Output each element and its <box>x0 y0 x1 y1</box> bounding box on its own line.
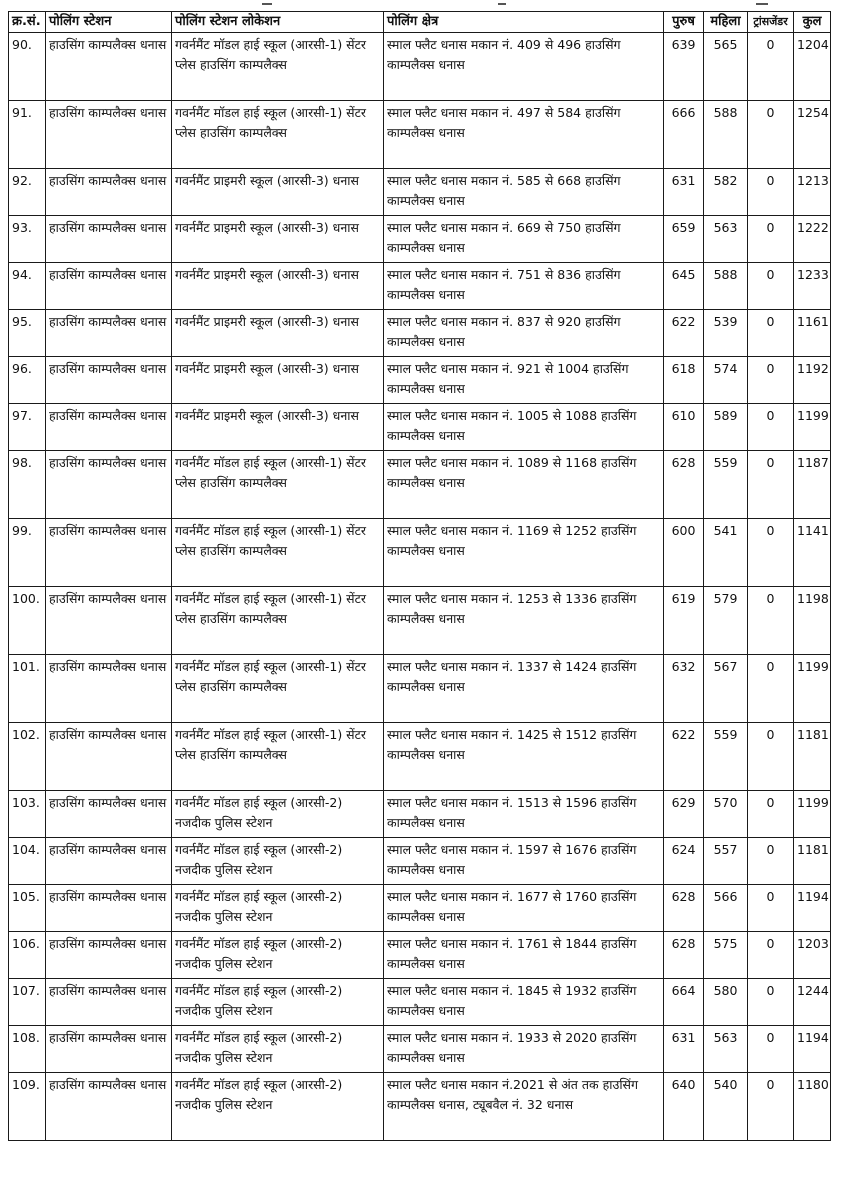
female-count-cell: 559 <box>704 451 748 519</box>
station-cell: हाउसिंग काम्पलैक्स धनास <box>46 1026 172 1073</box>
station-cell: हाउसिंग काम्पलैक्स धनास <box>46 451 172 519</box>
location-cell: गवर्नमैंट प्राइमरी स्कूल (आरसी-3) धनास <box>172 357 384 404</box>
serial-cell: 104. <box>9 838 46 885</box>
transgender-count-cell: 0 <box>748 404 794 451</box>
table-row <box>9 101 831 169</box>
total-count-cell: 1181 <box>794 723 831 791</box>
female-count-cell: 570 <box>704 791 748 838</box>
serial-cell: 97. <box>9 404 46 451</box>
transgender-count-cell: 0 <box>748 263 794 310</box>
station-cell: हाउसिंग काम्पलैक्स धनास <box>46 216 172 263</box>
table-row <box>9 791 831 838</box>
serial-cell: 106. <box>9 932 46 979</box>
station-cell: हाउसिंग काम्पलैक्स धनास <box>46 655 172 723</box>
area-cell: स्माल फ्लैट धनास मकान नं. 837 से 920 हाउसिंग काम्पलैक्स धनास <box>384 310 664 357</box>
area-cell: स्माल फ्लैट धनास मकान नं. 751 से 836 हाउसिंग काम्पलैक्स धनास <box>384 263 664 310</box>
area-cell: स्माल फ्लैट धनास मकान नं. 1169 से 1252 हाउसिंग काम्पलैक्स धनास <box>384 519 664 587</box>
female-count-cell: 575 <box>704 932 748 979</box>
serial-cell: 93. <box>9 216 46 263</box>
header-male: पुरुष <box>664 12 704 33</box>
male-count-cell: 619 <box>664 587 704 655</box>
total-count-cell: 1199 <box>794 791 831 838</box>
table-row <box>9 169 831 216</box>
female-count-cell: 567 <box>704 655 748 723</box>
area-cell: स्माल फ्लैट धनास मकान नं. 1761 से 1844 हाउसिंग काम्पलैक्स धनास <box>384 932 664 979</box>
table-row <box>9 519 831 587</box>
location-cell: गवर्नमैंट मॉडल हाई स्कूल (आरसी-2) नजदीक पुलिस स्टेशन <box>172 791 384 838</box>
location-cell: गवर्नमैंट मॉडल हाई स्कूल (आरसी-1) सेंटर प्लेस हाउसिंग काम्पलैक्स <box>172 655 384 723</box>
female-count-cell: 588 <box>704 263 748 310</box>
area-cell: स्माल फ्लैट धनास मकान नं. 1513 से 1596 हाउसिंग काम्पलैक्स धनास <box>384 791 664 838</box>
transgender-count-cell: 0 <box>748 587 794 655</box>
total-count-cell: 1203 <box>794 932 831 979</box>
station-cell: हाउसिंग काम्पलैक्स धनास <box>46 791 172 838</box>
area-cell: स्माल फ्लैट धनास मकान नं. 497 से 584 हाउसिंग काम्पलैक्स धनास <box>384 101 664 169</box>
station-cell: हाउसिंग काम्पलैक्स धनास <box>46 263 172 310</box>
area-cell: स्माल फ्लैट धनास मकान नं. 409 से 496 हाउसिंग काम्पलैक्स धनास <box>384 33 664 101</box>
area-cell: स्माल फ्लैट धनास मकान नं. 1089 से 1168 हाउसिंग काम्पलैक्स धनास <box>384 451 664 519</box>
location-cell: गवर्नमैंट मॉडल हाई स्कूल (आरसी-2) नजदीक पुलिस स्टेशन <box>172 885 384 932</box>
table-body <box>9 33 831 1141</box>
transgender-count-cell: 0 <box>748 979 794 1026</box>
male-count-cell: 666 <box>664 101 704 169</box>
male-count-cell: 624 <box>664 838 704 885</box>
table-row <box>9 1026 831 1073</box>
serial-cell: 105. <box>9 885 46 932</box>
table-row <box>9 932 831 979</box>
male-count-cell: 628 <box>664 451 704 519</box>
location-cell: गवर्नमैंट मॉडल हाई स्कूल (आरसी-2) नजदीक पुलिस स्टेशन <box>172 838 384 885</box>
area-cell: स्माल फ्लैट धनास मकान नं.2021 से अंत तक हाउसिंग काम्पलैक्स धनास, ट्यूबवैल नं. 32 धनास <box>384 1073 664 1141</box>
total-count-cell: 1194 <box>794 885 831 932</box>
female-count-cell: 540 <box>704 1073 748 1141</box>
table-row <box>9 357 831 404</box>
serial-cell: 90. <box>9 33 46 101</box>
area-cell: स्माल फ्लैट धनास मकान नं. 1677 से 1760 हाउसिंग काम्पलैक्स धनास <box>384 885 664 932</box>
station-cell: हाउसिंग काम्पलैक्स धनास <box>46 357 172 404</box>
location-cell: गवर्नमैंट मॉडल हाई स्कूल (आरसी-2) नजदीक पुलिस स्टेशन <box>172 1073 384 1141</box>
station-cell: हाउसिंग काम्पलैक्स धनास <box>46 101 172 169</box>
location-cell: गवर्नमैंट मॉडल हाई स्कूल (आरसी-1) सेंटर प्लेस हाउसिंग काम्पलैक्स <box>172 101 384 169</box>
serial-cell: 103. <box>9 791 46 838</box>
location-cell: गवर्नमैंट प्राइमरी स्कूल (आरसी-3) धनास <box>172 216 384 263</box>
serial-cell: 91. <box>9 101 46 169</box>
total-count-cell: 1213 <box>794 169 831 216</box>
transgender-count-cell: 0 <box>748 838 794 885</box>
female-count-cell: 589 <box>704 404 748 451</box>
area-cell: स्माल फ्लैट धनास मकान नं. 1845 से 1932 हाउसिंग काम्पलैक्स धनास <box>384 979 664 1026</box>
station-cell: हाउसिंग काम्पलैक्स धनास <box>46 979 172 1026</box>
header-area: पोलिंग क्षेत्र <box>384 12 664 33</box>
station-cell: हाउसिंग काम्पलैक्स धनास <box>46 310 172 357</box>
male-count-cell: 622 <box>664 723 704 791</box>
total-count-cell: 1161 <box>794 310 831 357</box>
serial-cell: 101. <box>9 655 46 723</box>
station-cell: हाउसिंग काम्पलैक्स धनास <box>46 885 172 932</box>
transgender-count-cell: 0 <box>748 885 794 932</box>
transgender-count-cell: 0 <box>748 169 794 216</box>
male-count-cell: 639 <box>664 33 704 101</box>
station-cell: हाउसिंग काम्पलैक्स धनास <box>46 932 172 979</box>
serial-cell: 96. <box>9 357 46 404</box>
area-cell: स्माल फ्लैट धनास मकान नं. 1005 से 1088 हाउसिंग काम्पलैक्स धनास <box>384 404 664 451</box>
serial-cell: 100. <box>9 587 46 655</box>
serial-cell: 95. <box>9 310 46 357</box>
station-cell: हाउसिंग काम्पलैक्स धनास <box>46 519 172 587</box>
transgender-count-cell: 0 <box>748 723 794 791</box>
location-cell: गवर्नमैंट मॉडल हाई स्कूल (आरसी-1) सेंटर प्लेस हाउसिंग काम्पलैक्स <box>172 723 384 791</box>
location-cell: गवर्नमैंट मॉडल हाई स्कूल (आरसी-2) नजदीक पुलिस स्टेशन <box>172 932 384 979</box>
male-count-cell: 618 <box>664 357 704 404</box>
location-cell: गवर्नमैंट मॉडल हाई स्कूल (आरसी-1) सेंटर प्लेस हाउसिंग काम्पलैक्स <box>172 519 384 587</box>
total-count-cell: 1233 <box>794 263 831 310</box>
area-cell: स्माल फ्लैट धनास मकान नं. 1253 से 1336 हाउसिंग काम्पलैक्स धनास <box>384 587 664 655</box>
female-count-cell: 539 <box>704 310 748 357</box>
serial-cell: 109. <box>9 1073 46 1141</box>
male-count-cell: 600 <box>664 519 704 587</box>
transgender-count-cell: 0 <box>748 791 794 838</box>
area-cell: स्माल फ्लैट धनास मकान नं. 669 से 750 हाउसिंग काम्पलैक्स धनास <box>384 216 664 263</box>
female-count-cell: 541 <box>704 519 748 587</box>
location-cell: गवर्नमैंट प्राइमरी स्कूल (आरसी-3) धनास <box>172 263 384 310</box>
area-cell: स्माल फ्लैट धनास मकान नं. 1597 से 1676 हाउसिंग काम्पलैक्स धनास <box>384 838 664 885</box>
transgender-count-cell: 0 <box>748 310 794 357</box>
transgender-count-cell: 0 <box>748 357 794 404</box>
transgender-count-cell: 0 <box>748 1073 794 1141</box>
header-location: पोलिंग स्टेशन लोकेशन <box>172 12 384 33</box>
location-cell: गवर्नमैंट प्राइमरी स्कूल (आरसी-3) धनास <box>172 169 384 216</box>
serial-cell: 94. <box>9 263 46 310</box>
station-cell: हाउसिंग काम्पलैक्स धनास <box>46 169 172 216</box>
total-count-cell: 1244 <box>794 979 831 1026</box>
table-row <box>9 33 831 101</box>
transgender-count-cell: 0 <box>748 101 794 169</box>
male-count-cell: 631 <box>664 1026 704 1073</box>
area-cell: स्माल फ्लैट धनास मकान नं. 1337 से 1424 हाउसिंग काम्पलैक्स धनास <box>384 655 664 723</box>
total-count-cell: 1204 <box>794 33 831 101</box>
table-row <box>9 310 831 357</box>
table-row <box>9 263 831 310</box>
area-cell: स्माल फ्लैट धनास मकान नं. 585 से 668 हाउसिंग काम्पलैक्स धनास <box>384 169 664 216</box>
location-cell: गवर्नमैंट मॉडल हाई स्कूल (आरसी-2) नजदीक पुलिस स्टेशन <box>172 1026 384 1073</box>
serial-cell: 99. <box>9 519 46 587</box>
table-row <box>9 1073 831 1141</box>
table-row <box>9 979 831 1026</box>
male-count-cell: 628 <box>664 932 704 979</box>
area-cell: स्माल फ्लैट धनास मकान नं. 921 से 1004 हाउसिंग काम्पलैक्स धनास <box>384 357 664 404</box>
transgender-count-cell: 0 <box>748 216 794 263</box>
female-count-cell: 588 <box>704 101 748 169</box>
total-count-cell: 1187 <box>794 451 831 519</box>
male-count-cell: 610 <box>664 404 704 451</box>
serial-cell: 107. <box>9 979 46 1026</box>
male-count-cell: 664 <box>664 979 704 1026</box>
table-row <box>9 451 831 519</box>
transgender-count-cell: 0 <box>748 451 794 519</box>
location-cell: गवर्नमैंट प्राइमरी स्कूल (आरसी-3) धनास <box>172 310 384 357</box>
male-count-cell: 629 <box>664 791 704 838</box>
serial-cell: 98. <box>9 451 46 519</box>
polling-station-table <box>8 11 831 1141</box>
area-cell: स्माल फ्लैट धनास मकान नं. 1933 से 2020 हाउसिंग काम्पलैक्स धनास <box>384 1026 664 1073</box>
male-count-cell: 622 <box>664 310 704 357</box>
female-count-cell: 582 <box>704 169 748 216</box>
total-count-cell: 1141 <box>794 519 831 587</box>
female-count-cell: 563 <box>704 1026 748 1073</box>
total-count-cell: 1254 <box>794 101 831 169</box>
header-serial: क्र.सं. <box>9 12 46 33</box>
location-cell: गवर्नमैंट मॉडल हाई स्कूल (आरसी-1) सेंटर प्लेस हाउसिंग काम्पलैक्स <box>172 451 384 519</box>
total-count-cell: 1199 <box>794 655 831 723</box>
total-count-cell: 1181 <box>794 838 831 885</box>
total-count-cell: 1199 <box>794 404 831 451</box>
transgender-count-cell: 0 <box>748 519 794 587</box>
table-row <box>9 404 831 451</box>
location-cell: गवर्नमैंट मॉडल हाई स्कूल (आरसी-1) सेंटर प्लेस हाउसिंग काम्पलैक्स <box>172 587 384 655</box>
total-count-cell: 1180 <box>794 1073 831 1141</box>
station-cell: हाउसिंग काम्पलैक्स धनास <box>46 723 172 791</box>
male-count-cell: 632 <box>664 655 704 723</box>
total-count-cell: 1198 <box>794 587 831 655</box>
total-count-cell: 1194 <box>794 1026 831 1073</box>
header-total: कुल <box>794 12 831 33</box>
header-station: पोलिंग स्टेशन <box>46 12 172 33</box>
total-count-cell: 1222 <box>794 216 831 263</box>
male-count-cell: 628 <box>664 885 704 932</box>
location-cell: गवर्नमैंट मॉडल हाई स्कूल (आरसी-2) नजदीक पुलिस स्टेशन <box>172 979 384 1026</box>
transgender-count-cell: 0 <box>748 33 794 101</box>
station-cell: हाउसिंग काम्पलैक्स धनास <box>46 838 172 885</box>
female-count-cell: 580 <box>704 979 748 1026</box>
transgender-count-cell: 0 <box>748 1026 794 1073</box>
female-count-cell: 557 <box>704 838 748 885</box>
table-header-row <box>9 12 831 33</box>
header-female: महिला <box>704 12 748 33</box>
table-row <box>9 885 831 932</box>
table-row <box>9 655 831 723</box>
serial-cell: 102. <box>9 723 46 791</box>
transgender-count-cell: 0 <box>748 932 794 979</box>
female-count-cell: 559 <box>704 723 748 791</box>
male-count-cell: 640 <box>664 1073 704 1141</box>
female-count-cell: 574 <box>704 357 748 404</box>
female-count-cell: 563 <box>704 216 748 263</box>
station-cell: हाउसिंग काम्पलैक्स धनास <box>46 1073 172 1141</box>
table-row <box>9 587 831 655</box>
male-count-cell: 659 <box>664 216 704 263</box>
station-cell: हाउसिंग काम्पलैक्स धनास <box>46 587 172 655</box>
area-cell: स्माल फ्लैट धनास मकान नं. 1425 से 1512 हाउसिंग काम्पलैक्स धनास <box>384 723 664 791</box>
table-row <box>9 216 831 263</box>
table-row <box>9 723 831 791</box>
location-cell: गवर्नमैंट प्राइमरी स्कूल (आरसी-3) धनास <box>172 404 384 451</box>
female-count-cell: 579 <box>704 587 748 655</box>
total-count-cell: 1192 <box>794 357 831 404</box>
location-cell: गवर्नमैंट मॉडल हाई स्कूल (आरसी-1) सेंटर प्लेस हाउसिंग काम्पलैक्स <box>172 33 384 101</box>
station-cell: हाउसिंग काम्पलैक्स धनास <box>46 33 172 101</box>
male-count-cell: 645 <box>664 263 704 310</box>
female-count-cell: 566 <box>704 885 748 932</box>
station-cell: हाउसिंग काम्पलैक्स धनास <box>46 404 172 451</box>
serial-cell: 92. <box>9 169 46 216</box>
male-count-cell: 631 <box>664 169 704 216</box>
table-row <box>9 838 831 885</box>
serial-cell: 108. <box>9 1026 46 1073</box>
transgender-count-cell: 0 <box>748 655 794 723</box>
female-count-cell: 565 <box>704 33 748 101</box>
header-transgender: ट्रांसजेंडर <box>748 12 794 33</box>
